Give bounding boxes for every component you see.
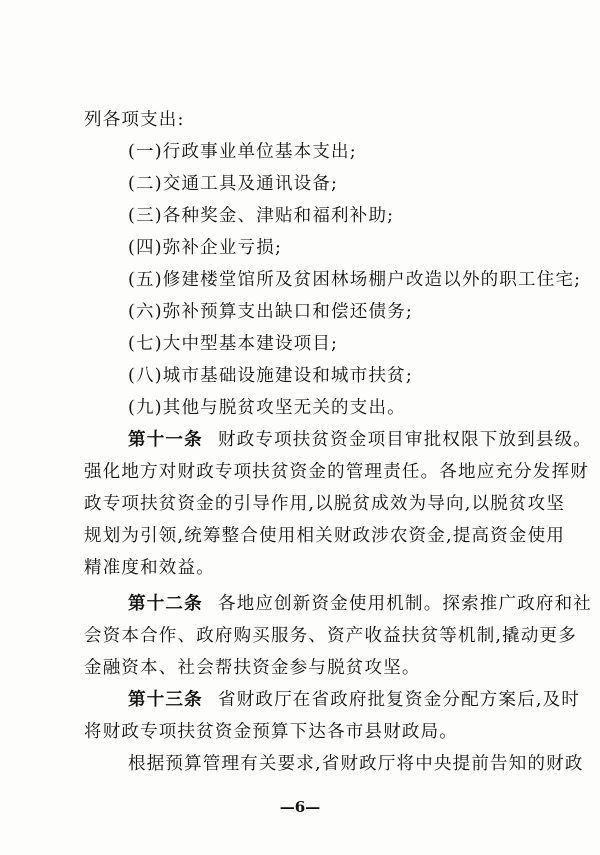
list-item-5: (五)修建楼堂馆所及贫困林场棚户改造以外的职工住宅; <box>128 270 582 290</box>
list-item-4: (四)弥补企业亏损; <box>128 238 283 258</box>
list-item-1: (一)行政事业单位基本支出; <box>128 142 357 162</box>
list-item-3: (三)各种奖金、津贴和福利补助; <box>128 206 395 226</box>
article-13-text-2: 将财政专项扶贫资金预算下达各市县财政局。 <box>84 722 458 742</box>
list-item-6: (六)弥补预算支出缺口和偿还债务; <box>128 302 413 322</box>
paragraph-budget-text: 根据预算管理有关要求,省财政厅将中央提前告知的财政 <box>128 754 584 774</box>
article-11-heading: 第十一条 <box>128 430 203 450</box>
text-line-intro: 列各项支出: <box>84 110 185 130</box>
article-11-text-2: 强化地方对财政专项扶贫资金的管理责任。各地应充分发挥财 <box>84 462 589 482</box>
list-item-8: (八)城市基础设施建设和城市扶贫; <box>128 366 413 386</box>
article-11-text-5: 精准度和效益。 <box>84 558 215 578</box>
list-item-9: (九)其他与脱贫攻坚无关的支出。 <box>128 398 406 418</box>
article-11-text-3: 政专项扶贫资金的引导作用,以脱贫成效为导向,以脱贫攻坚 <box>84 494 566 514</box>
list-item-7: (七)大中型基本建设项目; <box>128 334 339 354</box>
article-13-heading: 第十三条 <box>128 690 203 710</box>
article-12-heading: 第十二条 <box>128 594 203 614</box>
article-12-text-2: 会资本合作、政府购买服务、资产收益扶贫等机制,撬动更多 <box>84 626 577 646</box>
article-11-text-1: 财政专项扶贫资金项目审批权限下放到县级。 <box>218 430 592 450</box>
article-12-text-3: 金融资本、社会帮扶资金参与脱贫攻坚。 <box>84 658 421 678</box>
page-number: —6— <box>279 798 321 816</box>
article-13-text-1: 省财政厅在省政府批复资金分配方案后,及时 <box>218 690 581 710</box>
article-11-text-4: 规划为引领,统筹整合使用相关财政涉农资金,提高资金使用 <box>84 526 566 546</box>
article-12-text-1: 各地应创新资金使用机制。探索推广政府和社 <box>218 594 592 614</box>
list-item-2: (二)交通工具及通讯设备; <box>128 174 339 194</box>
